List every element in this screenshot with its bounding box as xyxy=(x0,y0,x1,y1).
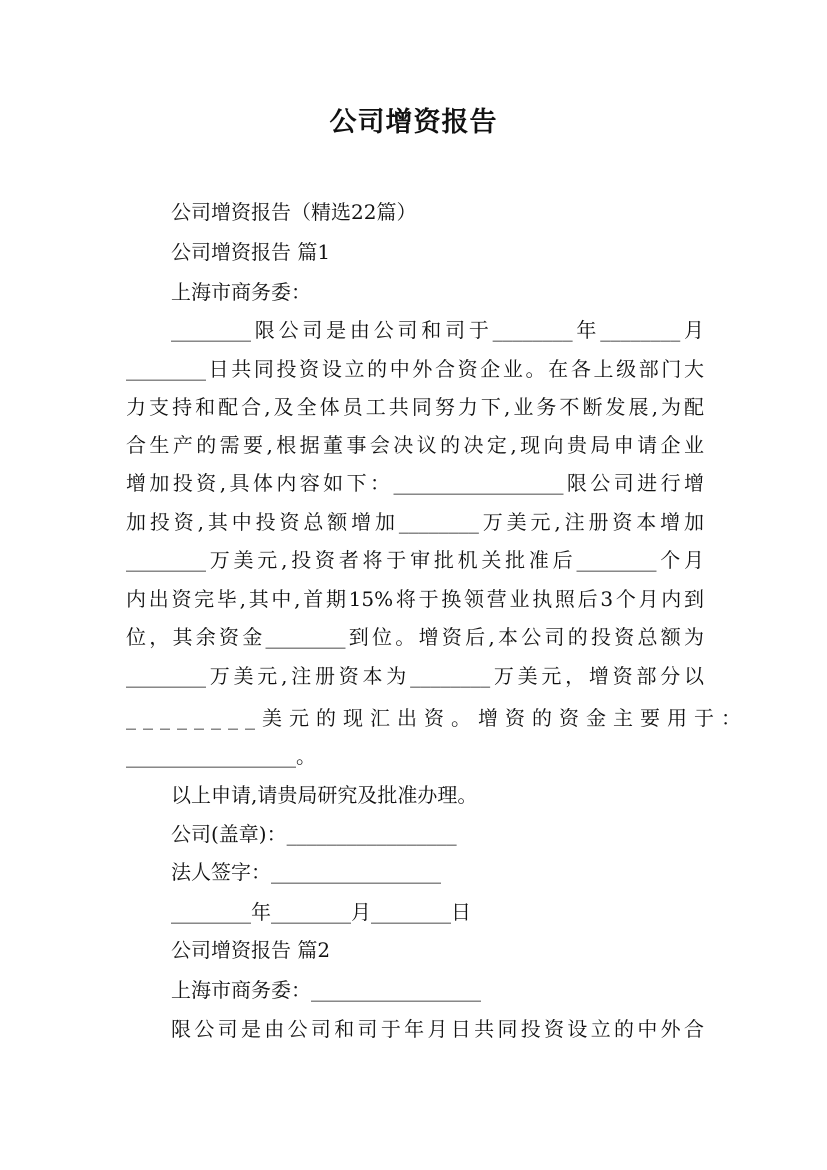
closing-request: 以上申请,请贵局研究及批准办理。 xyxy=(171,783,478,807)
company-seal-field: 公司(盖章)：_________________ xyxy=(171,822,457,846)
paragraph-line: ________日共同投资设立的中外合资企业。在各上级部门大 xyxy=(126,357,704,381)
salutation: 上海市商务委： xyxy=(171,280,311,304)
paragraph-line: ________限公司是由公司和司于________年________月 xyxy=(171,318,704,342)
salutation-2: 上海市商务委：_________________ xyxy=(171,978,481,1002)
paragraph-line: 合生产的需要,根据董事会决议的决定,现向贵局申请企业 xyxy=(126,433,704,457)
paragraph-line: _________________。 xyxy=(126,744,316,768)
subtitle: 公司增资报告（精选22篇） xyxy=(171,200,417,224)
section-heading-2: 公司增资报告 篇2 xyxy=(171,938,331,962)
paragraph-line: 内出资完毕,其中,首期15%将于换领营业执照后3个月内到 xyxy=(126,587,704,611)
section-heading-1: 公司增资报告 篇1 xyxy=(171,240,331,264)
date-field: ________年________月________日 xyxy=(171,900,471,924)
paragraph-line: 增加投资,具体内容如下：_________________限公司进行增 xyxy=(126,471,704,495)
paragraph-line: 加投资,其中投资总额增加________万美元,注册资本增加 xyxy=(126,510,704,534)
document-title: 公司增资报告 xyxy=(329,107,498,138)
legal-signature-field: 法人签字：_________________ xyxy=(171,860,441,884)
paragraph-line: 力支持和配合,及全体员工共同努力下,业务不断发展,为配 xyxy=(126,395,704,419)
paragraph-line: ________美元的现汇出资。增资的资金主要用于： xyxy=(126,706,748,730)
paragraph-line: ________万美元,投资者将于审批机关批准后________个月 xyxy=(126,548,704,572)
paragraph-line: ________万美元,注册资本为________万美元，增资部分以 xyxy=(126,664,704,688)
paragraph-line: 限公司是由公司和司于年月日共同投资设立的中外合 xyxy=(171,1017,704,1041)
paragraph-line: 位，其余资金________到位。增资后,本公司的投资总额为 xyxy=(126,625,704,649)
